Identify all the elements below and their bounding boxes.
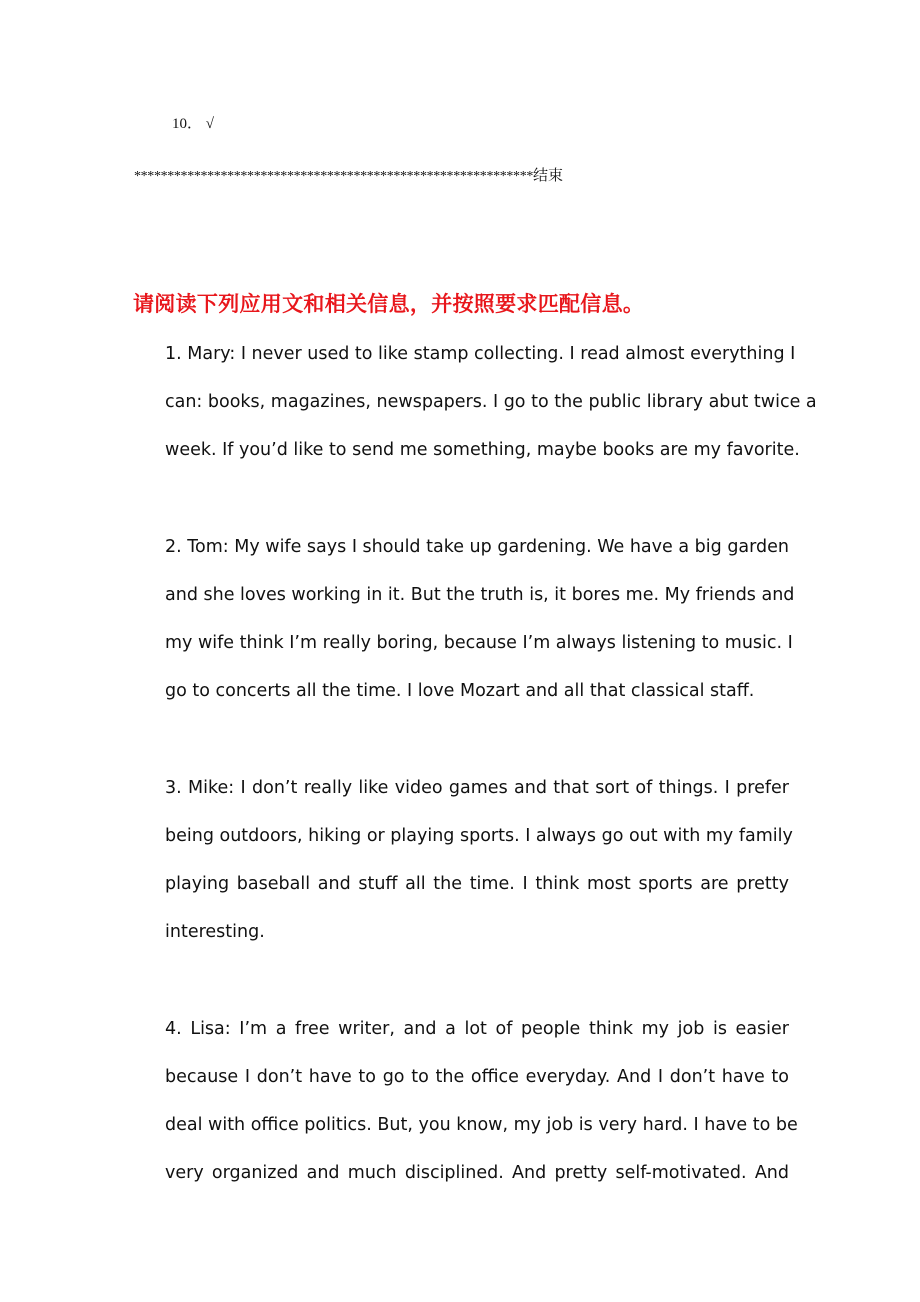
paragraph-gap <box>165 964 789 1013</box>
text-line: 2. Tom: My wife says I should take up gardening. We have a big garden <box>165 537 789 557</box>
separator-stars: ************************************************************ <box>134 169 534 184</box>
text-line: can: books, magazines, newspapers. I go to the public library abut twice a <box>165 392 817 412</box>
paragraph-gap <box>165 482 789 531</box>
answer-item <box>172 112 214 133</box>
passage-body <box>165 338 817 1205</box>
section-heading: 请阅读下列应用文和相关信息，并按照要求匹配信息。 <box>133 292 645 316</box>
text-line: week. If you’d like to send me something, maybe books are my favorite. <box>165 440 800 460</box>
text-line: because I don’t have to go to the office everyday. And I don’t have to <box>165 1067 789 1087</box>
end-separator <box>134 164 563 185</box>
text-line: being outdoors, hiking or playing sports. I always go out with my family <box>165 826 793 846</box>
separator-end-label: 结束 <box>533 166 564 184</box>
paragraph-1 <box>165 338 817 482</box>
answer-number: 10． <box>172 116 203 132</box>
text-line: 4. Lisa: I’m a free writer, and a lot of people think my job is easier <box>165 1019 789 1039</box>
text-line: interesting. <box>165 922 265 942</box>
paragraph-gap <box>165 723 789 772</box>
text-line: playing baseball and stuff all the time. I think most sports are pretty <box>165 874 789 894</box>
text-line: my wife think I’m really boring, because I’m always listening to music. I <box>165 633 793 653</box>
text-line: 3. Mike: I don’t really like video games and that sort of things. I prefer <box>165 778 789 798</box>
text-line: deal with office politics. But, you know, my job is very hard. I have to be <box>165 1115 798 1135</box>
paragraph-2 <box>165 531 795 723</box>
paragraph-4 <box>165 1013 798 1205</box>
paragraph-3 <box>165 772 793 964</box>
text-line: and she loves working in it. But the truth is, it bores me. My friends and <box>165 585 795 605</box>
text-line: very organized and much disciplined. And pretty self-motivated. And <box>165 1163 789 1183</box>
text-line: 1. Mary: I never used to like stamp collecting. I read almost everything I <box>165 344 796 364</box>
check-mark: √ <box>205 116 214 132</box>
text-line: go to concerts all the time. I love Mozart and all that classical staff. <box>165 681 755 701</box>
